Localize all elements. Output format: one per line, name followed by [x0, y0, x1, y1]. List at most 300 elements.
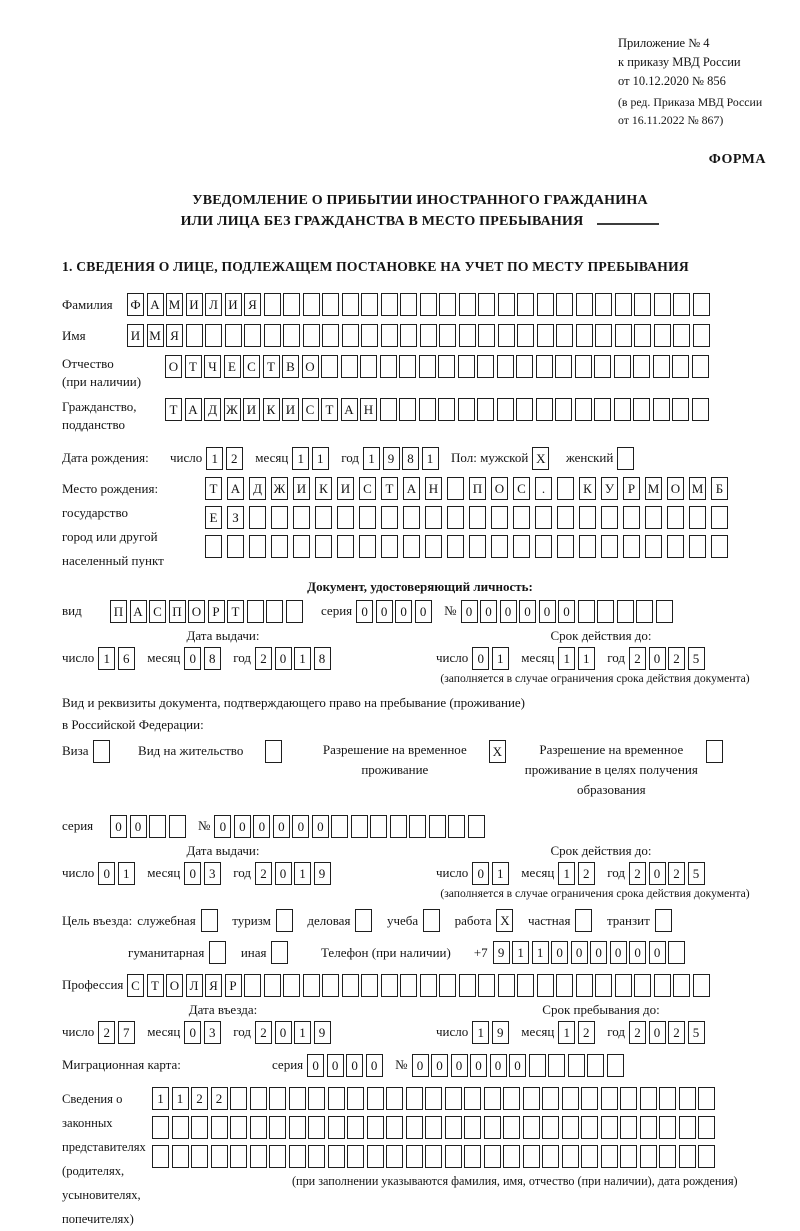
char-cell[interactable] [693, 324, 710, 347]
char-cell[interactable]: 0 [649, 647, 666, 670]
char-cell[interactable] [601, 1116, 618, 1139]
char-cell[interactable] [679, 1116, 696, 1139]
char-cell[interactable]: Т [381, 477, 398, 500]
char-cell[interactable] [425, 1116, 442, 1139]
char-cell[interactable] [556, 293, 573, 316]
char-cell[interactable]: 1 [292, 447, 309, 470]
char-cell[interactable] [370, 815, 387, 838]
char-cell[interactable] [360, 355, 377, 378]
char-cell[interactable] [498, 974, 515, 997]
char-cell[interactable] [706, 740, 723, 763]
char-cell[interactable]: 8 [314, 647, 331, 670]
char-cell[interactable]: О [188, 600, 205, 623]
char-cell[interactable] [359, 535, 376, 558]
char-cell[interactable] [640, 1087, 657, 1110]
sex-female-checkbox[interactable] [617, 447, 637, 470]
char-cell[interactable] [269, 1087, 286, 1110]
char-cell[interactable]: И [186, 293, 203, 316]
char-cell[interactable] [667, 506, 684, 529]
char-cell[interactable] [673, 293, 690, 316]
char-cell[interactable] [289, 1116, 306, 1139]
char-cell[interactable]: Я [244, 293, 261, 316]
temp-residence-education-checkbox[interactable] [706, 740, 726, 763]
char-cell[interactable] [400, 324, 417, 347]
char-cell[interactable]: Р [225, 974, 242, 997]
char-cell[interactable] [634, 974, 651, 997]
char-cell[interactable]: 1 [578, 647, 595, 670]
char-cell[interactable] [601, 506, 618, 529]
purpose-transit-checkbox[interactable] [655, 909, 675, 932]
char-cell[interactable] [654, 974, 671, 997]
char-cell[interactable]: С [149, 600, 166, 623]
char-cell[interactable] [679, 1087, 696, 1110]
char-cell[interactable] [536, 398, 553, 421]
char-cell[interactable]: 8 [204, 647, 221, 670]
char-cell[interactable] [491, 506, 508, 529]
char-cell[interactable] [478, 324, 495, 347]
char-cell[interactable]: 0 [539, 600, 556, 623]
char-cell[interactable] [342, 324, 359, 347]
char-cell[interactable] [576, 974, 593, 997]
char-cell[interactable] [607, 1054, 624, 1077]
char-cell[interactable]: 1 [294, 647, 311, 670]
char-cell[interactable]: П [169, 600, 186, 623]
purpose-private-checkbox[interactable] [575, 909, 595, 932]
char-cell[interactable] [497, 398, 514, 421]
char-cell[interactable] [445, 1145, 462, 1168]
char-cell[interactable] [672, 355, 689, 378]
char-cell[interactable] [293, 506, 310, 529]
char-cell[interactable] [247, 600, 264, 623]
char-cell[interactable] [620, 1145, 637, 1168]
char-cell[interactable] [503, 1145, 520, 1168]
char-cell[interactable] [250, 1145, 267, 1168]
char-cell[interactable] [249, 535, 266, 558]
char-cell[interactable]: 2 [255, 862, 272, 885]
char-cell[interactable]: 0 [412, 1054, 429, 1077]
char-cell[interactable] [615, 974, 632, 997]
char-cell[interactable] [386, 1145, 403, 1168]
char-cell[interactable]: 1 [98, 647, 115, 670]
char-cell[interactable]: Л [205, 293, 222, 316]
char-cell[interactable] [205, 535, 222, 558]
char-cell[interactable] [464, 1087, 481, 1110]
char-cell[interactable] [420, 974, 437, 997]
char-cell[interactable] [594, 355, 611, 378]
char-cell[interactable] [484, 1145, 501, 1168]
char-cell[interactable] [477, 398, 494, 421]
char-cell[interactable] [172, 1145, 189, 1168]
char-cell[interactable]: 5 [688, 1021, 705, 1044]
char-cell[interactable] [283, 324, 300, 347]
char-cell[interactable]: Ф [127, 293, 144, 316]
char-cell[interactable] [266, 600, 283, 623]
char-cell[interactable]: X [496, 909, 513, 932]
char-cell[interactable]: 1 [206, 447, 223, 470]
char-cell[interactable] [386, 1087, 403, 1110]
char-cell[interactable] [542, 1145, 559, 1168]
char-cell[interactable] [459, 293, 476, 316]
char-cell[interactable] [337, 535, 354, 558]
char-cell[interactable] [459, 324, 476, 347]
purpose-humanitarian-checkbox[interactable] [209, 941, 229, 964]
char-cell[interactable]: 0 [307, 1054, 324, 1077]
char-cell[interactable] [529, 1054, 546, 1077]
char-cell[interactable] [469, 506, 486, 529]
char-cell[interactable]: 0 [649, 941, 666, 964]
char-cell[interactable] [568, 1054, 585, 1077]
char-cell[interactable] [672, 398, 689, 421]
char-cell[interactable]: 1 [492, 862, 509, 885]
char-cell[interactable] [516, 355, 533, 378]
char-cell[interactable] [594, 398, 611, 421]
char-cell[interactable] [556, 324, 573, 347]
char-cell[interactable] [409, 815, 426, 838]
char-cell[interactable] [230, 1087, 247, 1110]
char-cell[interactable] [186, 324, 203, 347]
char-cell[interactable] [321, 355, 338, 378]
char-cell[interactable]: 0 [312, 815, 329, 838]
char-cell[interactable]: 2 [629, 1021, 646, 1044]
char-cell[interactable] [347, 1087, 364, 1110]
char-cell[interactable] [634, 293, 651, 316]
char-cell[interactable] [581, 1145, 598, 1168]
char-cell[interactable] [406, 1087, 423, 1110]
char-cell[interactable]: 0 [558, 600, 575, 623]
char-cell[interactable] [438, 398, 455, 421]
char-cell[interactable]: 6 [118, 647, 135, 670]
char-cell[interactable]: С [513, 477, 530, 500]
char-cell[interactable] [491, 535, 508, 558]
char-cell[interactable]: 0 [376, 600, 393, 623]
char-cell[interactable] [308, 1145, 325, 1168]
char-cell[interactable] [322, 974, 339, 997]
char-cell[interactable]: X [489, 740, 506, 763]
char-cell[interactable] [355, 909, 372, 932]
char-cell[interactable] [271, 535, 288, 558]
char-cell[interactable]: 2 [668, 862, 685, 885]
char-cell[interactable]: 0 [366, 1054, 383, 1077]
char-cell[interactable]: И [225, 293, 242, 316]
char-cell[interactable]: С [127, 974, 144, 997]
char-cell[interactable]: 0 [234, 815, 251, 838]
char-cell[interactable]: 9 [314, 862, 331, 885]
char-cell[interactable]: 3 [204, 1021, 221, 1044]
char-cell[interactable] [264, 974, 281, 997]
char-cell[interactable]: 2 [578, 1021, 595, 1044]
char-cell[interactable]: 0 [649, 1021, 666, 1044]
char-cell[interactable]: 1 [558, 1021, 575, 1044]
char-cell[interactable] [250, 1116, 267, 1139]
char-cell[interactable]: 0 [490, 1054, 507, 1077]
sex-male-checkbox[interactable] [532, 447, 552, 470]
char-cell[interactable] [429, 815, 446, 838]
char-cell[interactable] [264, 324, 281, 347]
char-cell[interactable] [497, 355, 514, 378]
char-cell[interactable]: 0 [649, 862, 666, 885]
char-cell[interactable]: 5 [688, 862, 705, 885]
char-cell[interactable]: 0 [130, 815, 147, 838]
char-cell[interactable]: 0 [629, 941, 646, 964]
char-cell[interactable]: 2 [255, 647, 272, 670]
char-cell[interactable] [692, 355, 709, 378]
char-cell[interactable]: 0 [395, 600, 412, 623]
char-cell[interactable] [654, 324, 671, 347]
char-cell[interactable]: X [532, 447, 549, 470]
char-cell[interactable] [620, 1087, 637, 1110]
char-cell[interactable] [576, 324, 593, 347]
char-cell[interactable]: 0 [184, 862, 201, 885]
residence-permit-checkbox[interactable] [265, 740, 285, 763]
char-cell[interactable]: 9 [492, 1021, 509, 1044]
char-cell[interactable] [614, 355, 631, 378]
char-cell[interactable] [439, 293, 456, 316]
purpose-business-checkbox[interactable] [201, 909, 221, 932]
char-cell[interactable]: 8 [402, 447, 419, 470]
char-cell[interactable] [689, 506, 706, 529]
char-cell[interactable] [271, 506, 288, 529]
char-cell[interactable] [367, 1087, 384, 1110]
char-cell[interactable]: Т [263, 355, 280, 378]
char-cell[interactable]: Т [205, 477, 222, 500]
char-cell[interactable] [211, 1145, 228, 1168]
char-cell[interactable] [555, 355, 572, 378]
char-cell[interactable] [420, 324, 437, 347]
char-cell[interactable] [149, 815, 166, 838]
char-cell[interactable]: 0 [275, 1021, 292, 1044]
char-cell[interactable] [692, 398, 709, 421]
char-cell[interactable] [448, 815, 465, 838]
char-cell[interactable] [308, 1116, 325, 1139]
purpose-study-checkbox[interactable] [423, 909, 443, 932]
char-cell[interactable] [693, 974, 710, 997]
char-cell[interactable]: Е [205, 506, 222, 529]
char-cell[interactable] [575, 355, 592, 378]
char-cell[interactable]: 0 [275, 862, 292, 885]
char-cell[interactable] [579, 535, 596, 558]
char-cell[interactable] [447, 477, 464, 500]
char-cell[interactable]: 0 [253, 815, 270, 838]
char-cell[interactable] [265, 740, 282, 763]
char-cell[interactable] [381, 324, 398, 347]
char-cell[interactable]: П [110, 600, 127, 623]
char-cell[interactable]: Б [711, 477, 728, 500]
char-cell[interactable]: 1 [472, 1021, 489, 1044]
char-cell[interactable] [315, 535, 332, 558]
char-cell[interactable] [423, 909, 440, 932]
char-cell[interactable] [575, 398, 592, 421]
char-cell[interactable]: 0 [327, 1054, 344, 1077]
char-cell[interactable]: 5 [688, 647, 705, 670]
char-cell[interactable]: 2 [578, 862, 595, 885]
char-cell[interactable]: 0 [214, 815, 231, 838]
char-cell[interactable]: 1 [558, 862, 575, 885]
char-cell[interactable]: 2 [226, 447, 243, 470]
char-cell[interactable]: 1 [294, 1021, 311, 1044]
char-cell[interactable] [425, 1145, 442, 1168]
char-cell[interactable] [535, 506, 552, 529]
char-cell[interactable] [351, 815, 368, 838]
char-cell[interactable] [445, 1087, 462, 1110]
char-cell[interactable] [653, 355, 670, 378]
char-cell[interactable] [711, 506, 728, 529]
char-cell[interactable]: О [302, 355, 319, 378]
char-cell[interactable]: Р [208, 600, 225, 623]
char-cell[interactable]: С [243, 355, 260, 378]
purpose-work-checkbox[interactable] [496, 909, 516, 932]
visa-checkbox[interactable] [93, 740, 113, 763]
char-cell[interactable]: 0 [98, 862, 115, 885]
char-cell[interactable]: 0 [415, 600, 432, 623]
char-cell[interactable] [557, 506, 574, 529]
char-cell[interactable] [679, 1145, 696, 1168]
char-cell[interactable] [390, 815, 407, 838]
char-cell[interactable]: Д [249, 477, 266, 500]
char-cell[interactable] [693, 293, 710, 316]
char-cell[interactable]: Я [205, 974, 222, 997]
char-cell[interactable]: З [227, 506, 244, 529]
char-cell[interactable] [653, 398, 670, 421]
char-cell[interactable]: С [302, 398, 319, 421]
char-cell[interactable] [386, 1116, 403, 1139]
char-cell[interactable] [315, 506, 332, 529]
char-cell[interactable] [308, 1087, 325, 1110]
char-cell[interactable] [536, 355, 553, 378]
char-cell[interactable] [623, 535, 640, 558]
char-cell[interactable] [458, 355, 475, 378]
char-cell[interactable] [503, 1116, 520, 1139]
char-cell[interactable] [341, 355, 358, 378]
char-cell[interactable] [289, 1145, 306, 1168]
char-cell[interactable] [399, 355, 416, 378]
char-cell[interactable]: 2 [629, 647, 646, 670]
char-cell[interactable]: Ж [271, 477, 288, 500]
char-cell[interactable] [419, 398, 436, 421]
char-cell[interactable]: В [282, 355, 299, 378]
char-cell[interactable]: Ж [224, 398, 241, 421]
char-cell[interactable] [169, 815, 186, 838]
char-cell[interactable] [640, 1145, 657, 1168]
char-cell[interactable] [477, 355, 494, 378]
char-cell[interactable] [400, 293, 417, 316]
char-cell[interactable]: К [263, 398, 280, 421]
char-cell[interactable]: И [293, 477, 310, 500]
char-cell[interactable]: М [689, 477, 706, 500]
char-cell[interactable] [230, 1145, 247, 1168]
char-cell[interactable]: Я [166, 324, 183, 347]
char-cell[interactable]: 1 [294, 862, 311, 885]
char-cell[interactable] [513, 506, 530, 529]
char-cell[interactable] [399, 398, 416, 421]
char-cell[interactable] [152, 1145, 169, 1168]
char-cell[interactable] [201, 909, 218, 932]
char-cell[interactable]: 1 [118, 862, 135, 885]
char-cell[interactable] [331, 815, 348, 838]
char-cell[interactable]: О [667, 477, 684, 500]
char-cell[interactable]: О [165, 355, 182, 378]
char-cell[interactable] [380, 398, 397, 421]
char-cell[interactable]: А [147, 293, 164, 316]
char-cell[interactable] [640, 1116, 657, 1139]
char-cell[interactable]: 1 [532, 941, 549, 964]
char-cell[interactable] [303, 324, 320, 347]
char-cell[interactable] [209, 941, 226, 964]
char-cell[interactable] [419, 355, 436, 378]
char-cell[interactable] [380, 355, 397, 378]
char-cell[interactable] [523, 1116, 540, 1139]
char-cell[interactable] [425, 506, 442, 529]
char-cell[interactable] [367, 1116, 384, 1139]
char-cell[interactable] [620, 1116, 637, 1139]
char-cell[interactable] [328, 1145, 345, 1168]
char-cell[interactable] [498, 324, 515, 347]
char-cell[interactable]: 1 [492, 647, 509, 670]
char-cell[interactable]: 0 [571, 941, 588, 964]
char-cell[interactable] [264, 293, 281, 316]
char-cell[interactable] [359, 506, 376, 529]
char-cell[interactable] [557, 535, 574, 558]
char-cell[interactable]: 2 [629, 862, 646, 885]
char-cell[interactable] [478, 974, 495, 997]
char-cell[interactable]: 0 [590, 941, 607, 964]
char-cell[interactable] [342, 293, 359, 316]
char-cell[interactable]: 0 [610, 941, 627, 964]
char-cell[interactable]: Ч [204, 355, 221, 378]
char-cell[interactable]: 0 [500, 600, 517, 623]
char-cell[interactable] [289, 1087, 306, 1110]
char-cell[interactable] [698, 1087, 715, 1110]
char-cell[interactable]: П [469, 477, 486, 500]
char-cell[interactable] [484, 1116, 501, 1139]
char-cell[interactable] [587, 1054, 604, 1077]
char-cell[interactable]: 1 [558, 647, 575, 670]
char-cell[interactable] [548, 1054, 565, 1077]
purpose-tourism-checkbox[interactable] [276, 909, 296, 932]
char-cell[interactable]: 0 [470, 1054, 487, 1077]
char-cell[interactable]: Е [224, 355, 241, 378]
char-cell[interactable] [361, 324, 378, 347]
char-cell[interactable]: 0 [356, 600, 373, 623]
char-cell[interactable]: С [359, 477, 376, 500]
char-cell[interactable]: 9 [314, 1021, 331, 1044]
char-cell[interactable]: Т [321, 398, 338, 421]
char-cell[interactable] [464, 1116, 481, 1139]
char-cell[interactable] [484, 1087, 501, 1110]
char-cell[interactable]: 1 [312, 447, 329, 470]
purpose-other-checkbox[interactable] [271, 941, 291, 964]
char-cell[interactable] [645, 535, 662, 558]
char-cell[interactable]: 2 [191, 1087, 208, 1110]
char-cell[interactable]: И [282, 398, 299, 421]
char-cell[interactable] [535, 535, 552, 558]
char-cell[interactable]: И [243, 398, 260, 421]
char-cell[interactable]: 1 [172, 1087, 189, 1110]
char-cell[interactable]: Н [425, 477, 442, 500]
char-cell[interactable] [698, 1116, 715, 1139]
char-cell[interactable] [406, 1145, 423, 1168]
char-cell[interactable] [575, 909, 592, 932]
char-cell[interactable] [537, 974, 554, 997]
char-cell[interactable] [269, 1116, 286, 1139]
char-cell[interactable] [447, 506, 464, 529]
char-cell[interactable] [438, 355, 455, 378]
char-cell[interactable]: М [645, 477, 662, 500]
char-cell[interactable] [322, 324, 339, 347]
char-cell[interactable] [654, 293, 671, 316]
char-cell[interactable] [562, 1145, 579, 1168]
char-cell[interactable] [673, 974, 690, 997]
char-cell[interactable]: Т [227, 600, 244, 623]
